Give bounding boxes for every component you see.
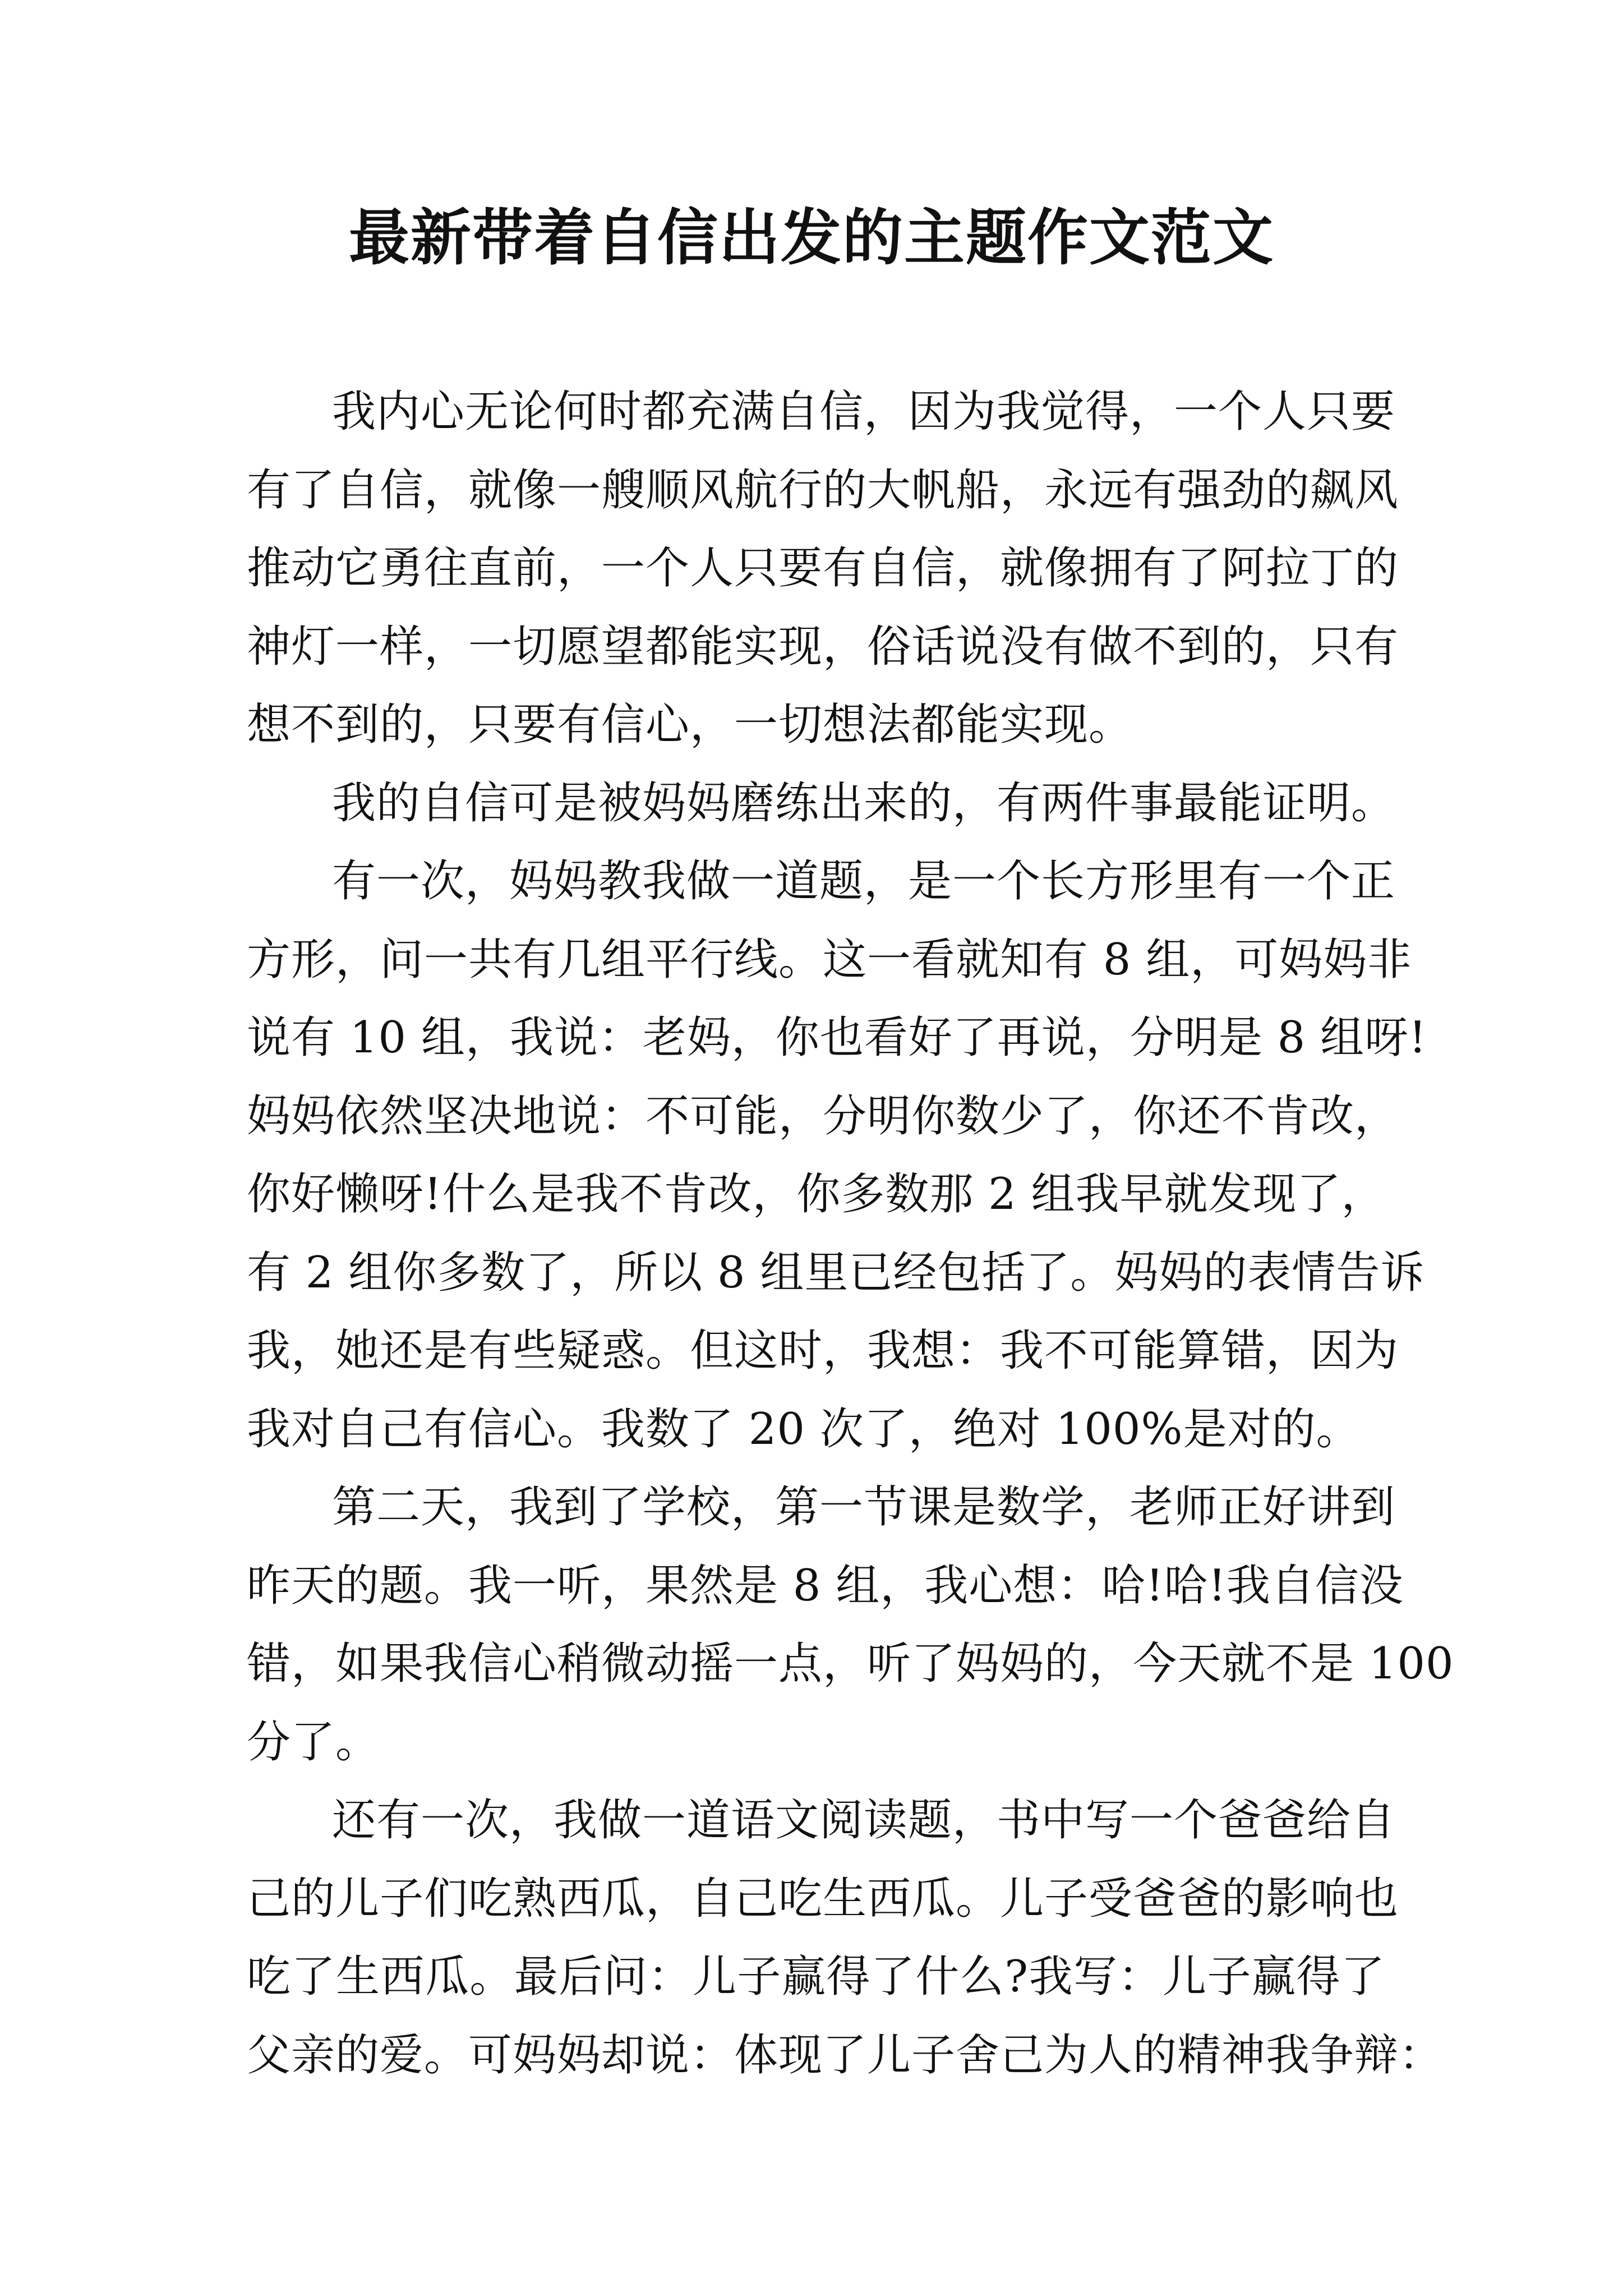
paragraph: [247, 843, 1427, 1469]
text-line: 想不到的，只要有信心，一切想法都能实现。: [247, 700, 1133, 750]
text-line: 说有 10 组，我说：老妈，你也看好了再说，分明是 8 组呀!: [247, 1013, 1427, 1063]
document-body: [247, 373, 1454, 2095]
text-line: 父亲的爱。可妈妈却说：体现了儿子舍己为人的精神我争辩：: [247, 2030, 1444, 2081]
document-title: 最新带着自信出发的主题作文范文: [348, 203, 1274, 273]
text-line: 第二天，我到了学校，第一节课是数学，老师正好讲到: [332, 1482, 1396, 1533]
text-line: 有 2 组你多数了，所以 8 组里已经包括了。妈妈的表情告诉: [247, 1247, 1425, 1298]
paragraph: [247, 1469, 1454, 1782]
text-line: 我的自信可是被妈妈磨练出来的，有两件事最能证明。: [332, 777, 1396, 829]
text-line: 有一次，妈妈教我做一道题，是一个长方形里有一个正: [332, 856, 1396, 907]
text-line: 神灯一样，一切愿望都能实现，俗话说没有做不到的，只有: [247, 621, 1399, 672]
text-line: 还有一次，我做一道语文阅读题，书中写一个爸爸给自: [332, 1795, 1396, 1846]
text-line: 方形，问一共有几组平行线。这一看就知有 8 组，可妈妈非: [247, 934, 1412, 985]
text-line: 己的儿子们吃熟西瓜，自己吃生西瓜。儿子受爸爸的影响也: [247, 1873, 1399, 1924]
paragraph: [247, 373, 1399, 765]
text-line: 我对自己有信心。我数了 20 次了，绝对 100%是对的。: [247, 1404, 1361, 1455]
text-line: 昨天的题。我一听，果然是 8 组，我心想：哈!哈!我自信没: [247, 1560, 1404, 1611]
paragraph: [247, 765, 1396, 843]
text-line: 错，如果我信心稍微动摇一点，听了妈妈的，今天就不是 100: [247, 1639, 1454, 1689]
text-line: 分了。: [247, 1717, 380, 1768]
text-line: 我，她还是有些疑惑。但这时，我想：我不可能算错，因为: [247, 1326, 1399, 1376]
text-line: 有了自信，就像一艘顺风航行的大帆船，永远有强劲的飙风: [247, 464, 1399, 516]
text-line: 我内心无论何时都充满自信，因为我觉得，一个人只要: [332, 386, 1396, 437]
text-line: 妈妈依然坚决地说：不可能，分明你数少了，你还不肯改，: [247, 1091, 1399, 1142]
text-line: 吃了生西瓜。最后问：儿子赢得了什么?我写：儿子赢得了: [247, 1952, 1385, 2002]
text-line: 推动它勇往直前，一个人只要有自信，就像拥有了阿拉丁的: [247, 543, 1399, 593]
paragraph: [247, 1782, 1444, 2095]
text-line: 你好懒呀!什么是我不肯改，你多数那 2 组我早就发现了，: [247, 1169, 1386, 1220]
